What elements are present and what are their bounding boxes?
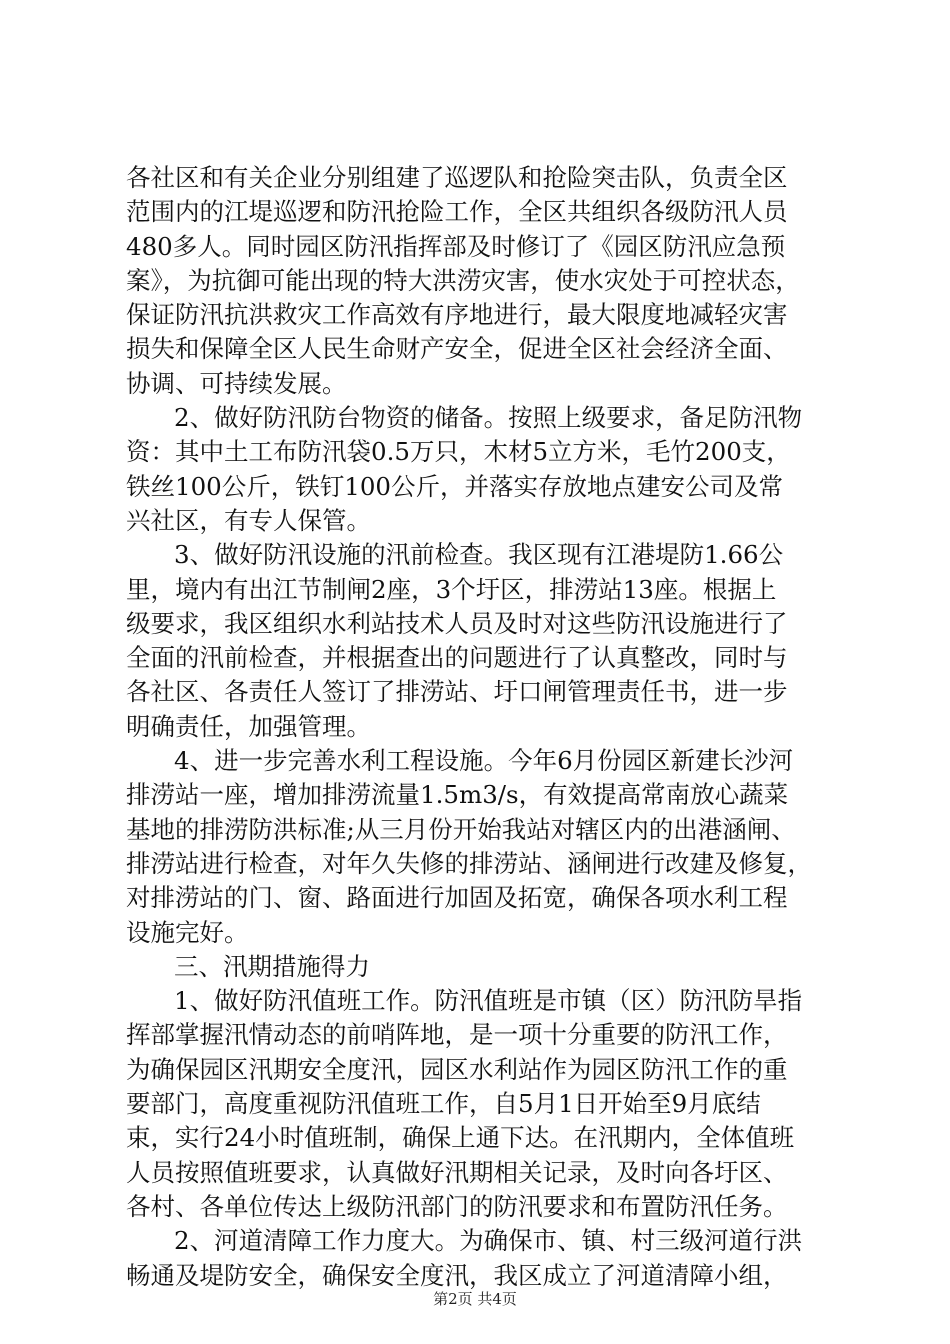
text-line: 挥部掌握汛情动态的前哨阵地，是一项十分重要的防汛工作， bbox=[126, 1020, 788, 1050]
text-line: 各社区和有关企业分别组建了巡逻队和抢险突击队，负责全区 bbox=[126, 163, 788, 192]
section-heading: 三、汛期措施得力 bbox=[174, 951, 370, 981]
text-line: 资：其中土工布防汛袋0.5万只，木材5立方米，毛竹200支， bbox=[126, 437, 791, 467]
text-line: 案》，为抗御可能出现的特大洪涝灾害，使水灾处于可控状态， bbox=[126, 265, 800, 295]
paragraph-start-line: 1、做好防汛值班工作。防汛值班是市镇（区）防汛防旱指 bbox=[174, 986, 803, 1016]
page-footer bbox=[0, 1288, 950, 1309]
text-line: 要部门，高度重视防汛值班工作，自5月1日开始至9月底结 bbox=[126, 1089, 761, 1119]
body-text bbox=[126, 161, 832, 1293]
text-line: 基地的排涝防洪标准;从三月份开始我站对辖区内的出港涵闸、 bbox=[126, 814, 796, 844]
text-line: 设施完好。 bbox=[126, 917, 249, 947]
paragraph-start-line: 4、进一步完善水利工程设施。今年6月份园区新建长沙河 bbox=[174, 746, 794, 776]
text-line: 协调、可持续发展。 bbox=[126, 368, 347, 398]
text-line: 各村、各单位传达上级防汛部门的防汛要求和布置防汛任务。 bbox=[126, 1191, 788, 1221]
page-number: 第2页 共4页 bbox=[433, 1290, 517, 1308]
text-line: 畅通及堤防安全，确保安全度汛，我区成立了河道清障小组， bbox=[126, 1260, 788, 1290]
paragraph-start-line: 2、做好防汛防台物资的储备。按照上级要求，备足防汛物 bbox=[174, 403, 803, 433]
text-line: 铁丝100公斤，铁钉100公斤，并落实存放地点建安公司及常 bbox=[126, 471, 784, 501]
text-line: 范围内的江堤巡逻和防汛抢险工作，全区共组织各级防汛人员 bbox=[126, 197, 788, 227]
text-line: 对排涝站的门、窗、路面进行加固及拓宽，确保各项水利工程 bbox=[126, 883, 788, 913]
text-line: 排涝站进行检查，对年久失修的排涝站、涵闸进行改建及修复， bbox=[126, 848, 812, 878]
text-line: 全面的汛前检查，并根据查出的问题进行了认真整改，同时与 bbox=[126, 643, 788, 673]
text-line: 兴社区，有专人保管。 bbox=[126, 505, 371, 535]
text-line: 480多人。同时园区防汛指挥部及时修订了《园区防汛应急预 bbox=[126, 231, 786, 261]
text-line: 保证防汛抗洪救灾工作高效有序地进行，最大限度地减轻灾害 bbox=[126, 300, 788, 330]
text-line: 明确责任，加强管理。 bbox=[126, 711, 371, 741]
paragraph-start-line: 2、河道清障工作力度大。为确保市、镇、村三级河道行洪 bbox=[174, 1226, 803, 1256]
paragraph-start-line: 3、做好防汛设施的汛前检查。我区现有江港堤防1.66公 bbox=[174, 540, 784, 570]
text-line: 束，实行24小时值班制，确保上通下达。在汛期内，全体值班 bbox=[126, 1123, 795, 1153]
text-line: 人员按照值班要求，认真做好汛期相关记录，及时向各圩区、 bbox=[126, 1157, 788, 1187]
text-line: 级要求，我区组织水利站技术人员及时对这些防汛设施进行了 bbox=[126, 608, 788, 638]
text-line: 排涝站一座，增加排涝流量1.5m3/s，有效提高常南放心蔬菜 bbox=[126, 780, 789, 810]
text-line: 里，境内有出江节制闸2座，3个圩区，排涝站13座。根据上 bbox=[126, 574, 777, 604]
text-line: 各社区、各责任人签订了排涝站、圩口闸管理责任书，进一步 bbox=[126, 677, 788, 707]
text-line: 损失和保障全区人民生命财产安全，促进全区社会经济全面、 bbox=[126, 334, 788, 364]
text-line: 为确保园区汛期安全度汛，园区水利站作为园区防汛工作的重 bbox=[126, 1054, 788, 1084]
